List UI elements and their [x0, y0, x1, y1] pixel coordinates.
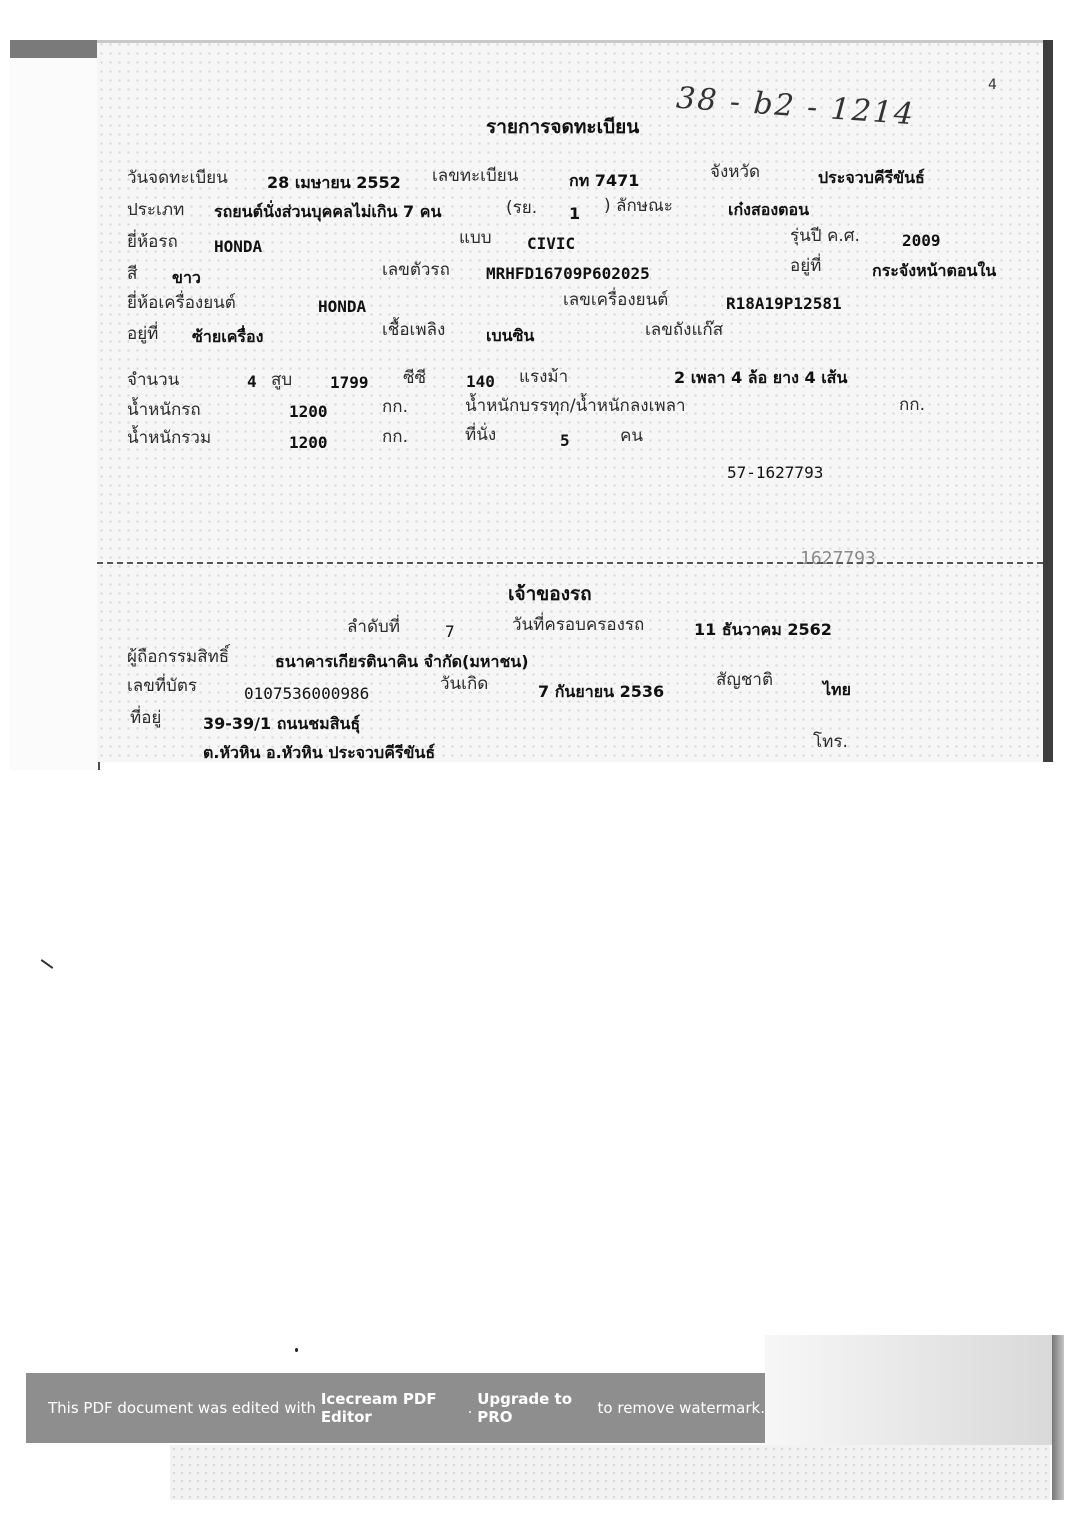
address-line-1: 39-39/1 ถนนชมสินธุ์ — [203, 714, 361, 733]
engine-brand-label: ยี่ห้อเครื่องยนต์ — [127, 293, 236, 313]
perforation-line — [97, 562, 1043, 564]
type-label: ประเภท — [127, 200, 185, 220]
cc-label: ซีซี — [403, 368, 427, 388]
weight-label: น้ำหนักรถ — [127, 400, 201, 420]
char-label: ) ลักษณะ — [604, 196, 673, 216]
chassis-loc-label: อยู่ที่ — [790, 256, 822, 276]
card-number-label: เลขที่บัตร — [127, 676, 198, 696]
model-value: CIVIC — [527, 234, 576, 253]
ry-value: 1 — [569, 204, 581, 223]
year-value: 2009 — [902, 231, 941, 250]
hp-label: แรงม้า — [519, 367, 569, 387]
card-number-value: 0107536000986 — [244, 684, 370, 703]
axle-value: 2 เพลา 4 ล้อ ยาง 4 เส้น — [674, 368, 848, 387]
watermark-upgrade-link[interactable]: Upgrade to PRO — [477, 1390, 573, 1426]
section1-title: รายการจดทะเบียน — [486, 116, 640, 138]
possession-label: วันที่ครอบครองรถ — [512, 615, 645, 635]
possession-value: 11 ธันวาคม 2562 — [694, 620, 832, 639]
section2-title: เจ้าของรถ — [508, 583, 592, 605]
type-value: รถยนต์นั่งส่วนบุคคลไม่เกิน 7 คน — [214, 202, 442, 221]
order-label: ลำดับที่ — [347, 617, 401, 637]
nationality-label: สัญชาติ — [716, 670, 773, 690]
engine-no-label: เลขเครื่องยนต์ — [563, 290, 669, 310]
reg-date-label: วันจดทะเบียน — [127, 168, 228, 188]
handwritten-note: 38 - b2 - 1214 — [675, 80, 917, 133]
perforation-number: 1627793 — [800, 548, 876, 569]
chassis-value: MRHFD16709P602025 — [486, 264, 650, 283]
engine-no-value: R18A19P12581 — [726, 294, 842, 313]
page-number: 4 — [988, 77, 997, 93]
total-weight-label: น้ำหนักรวม — [127, 428, 212, 448]
scan-edge-top-left — [10, 40, 98, 58]
engine-loc-value: ซ้ายเครื่อง — [192, 327, 264, 346]
cc-value: 1799 — [330, 373, 369, 392]
birth-date-label: วันเกิด — [440, 674, 489, 694]
scan-speck — [295, 1348, 298, 1352]
owner-value: ธนาคารเกียรตินาคิน จำกัด(มหาชน) — [275, 652, 529, 671]
total-weight-value: 1200 — [289, 433, 328, 452]
kg-label-1: กก. — [382, 397, 408, 417]
weight-value: 1200 — [289, 402, 328, 421]
scan-mark — [41, 959, 54, 969]
fuel-label: เชื้อเพลิง — [382, 320, 446, 340]
cylinder-label: สูบ — [271, 370, 293, 390]
plate-label: เลขทะเบียน — [432, 166, 519, 186]
scan-bottom-strip — [170, 1445, 1050, 1500]
engine-loc-label: อยู่ที่ — [127, 324, 159, 344]
chassis-label: เลขตัวรถ — [382, 260, 450, 280]
engine-brand-value: HONDA — [318, 297, 367, 316]
address-label: ที่อยู่ — [130, 708, 162, 728]
seat-label: ที่นั่ง — [465, 425, 497, 445]
char-value: เก๋งสองตอน — [728, 200, 810, 219]
watermark-product: Icecream PDF Editor — [320, 1390, 437, 1426]
seat-value: 5 — [560, 431, 570, 450]
order-value: 7 — [445, 622, 455, 641]
watermark-banner — [26, 1373, 765, 1443]
count-value: 4 — [247, 372, 257, 391]
model-label: แบบ — [459, 228, 492, 248]
hp-value: 140 — [466, 372, 495, 391]
scan-edge-left — [10, 58, 100, 770]
kg-label-2: กก. — [899, 395, 925, 415]
color-value: ขาว — [172, 268, 201, 287]
document-number: 57-1627793 — [727, 463, 824, 482]
scan-edge-right — [1043, 40, 1053, 762]
plate-value: กท 7471 — [569, 171, 640, 190]
scan-gray-area — [765, 1335, 1052, 1445]
watermark-middle: . — [467, 1399, 478, 1417]
count-label: จำนวน — [127, 370, 180, 390]
birth-date-value: 7 กันยายน 2536 — [538, 682, 665, 701]
province-value: ประจวบคีรีขันธ์ — [818, 168, 925, 187]
nationality-value: ไทย — [823, 680, 851, 699]
ry-label: (รย. — [506, 198, 538, 218]
color-label: สี — [127, 264, 138, 284]
person-label: คน — [620, 426, 643, 446]
watermark-suffix: to remove watermark. — [592, 1399, 765, 1417]
brand-label: ยี่ห้อรถ — [127, 232, 178, 252]
address-line-2: ต.หัวหิน อ.หัวหิน ประจวบคีรีขันธ์ — [203, 743, 436, 762]
province-label: จังหวัด — [710, 162, 761, 182]
brand-value: HONDA — [214, 237, 263, 256]
owner-label: ผู้ถือกรรมสิทธิ์ — [127, 647, 230, 667]
reg-date-value: 28 เมษายน 2552 — [267, 173, 401, 192]
gas-tank-label: เลขถังแก๊ส — [645, 320, 724, 340]
fuel-value: เบนซิน — [486, 326, 535, 345]
chassis-loc-value: กระจังหน้าตอนใน — [872, 261, 997, 280]
load-label: น้ำหนักบรรทุก/น้ำหนักลงเพลา — [465, 396, 686, 416]
scan-edge-top — [97, 40, 1050, 43]
year-label: รุ่นปี ค.ศ. — [790, 226, 860, 246]
kg-label-3: กก. — [382, 427, 408, 447]
telephone-label: โทร. — [813, 732, 848, 752]
scan-edge-bottom-right — [1052, 1335, 1064, 1500]
watermark-prefix: This PDF document was edited with — [48, 1399, 321, 1417]
